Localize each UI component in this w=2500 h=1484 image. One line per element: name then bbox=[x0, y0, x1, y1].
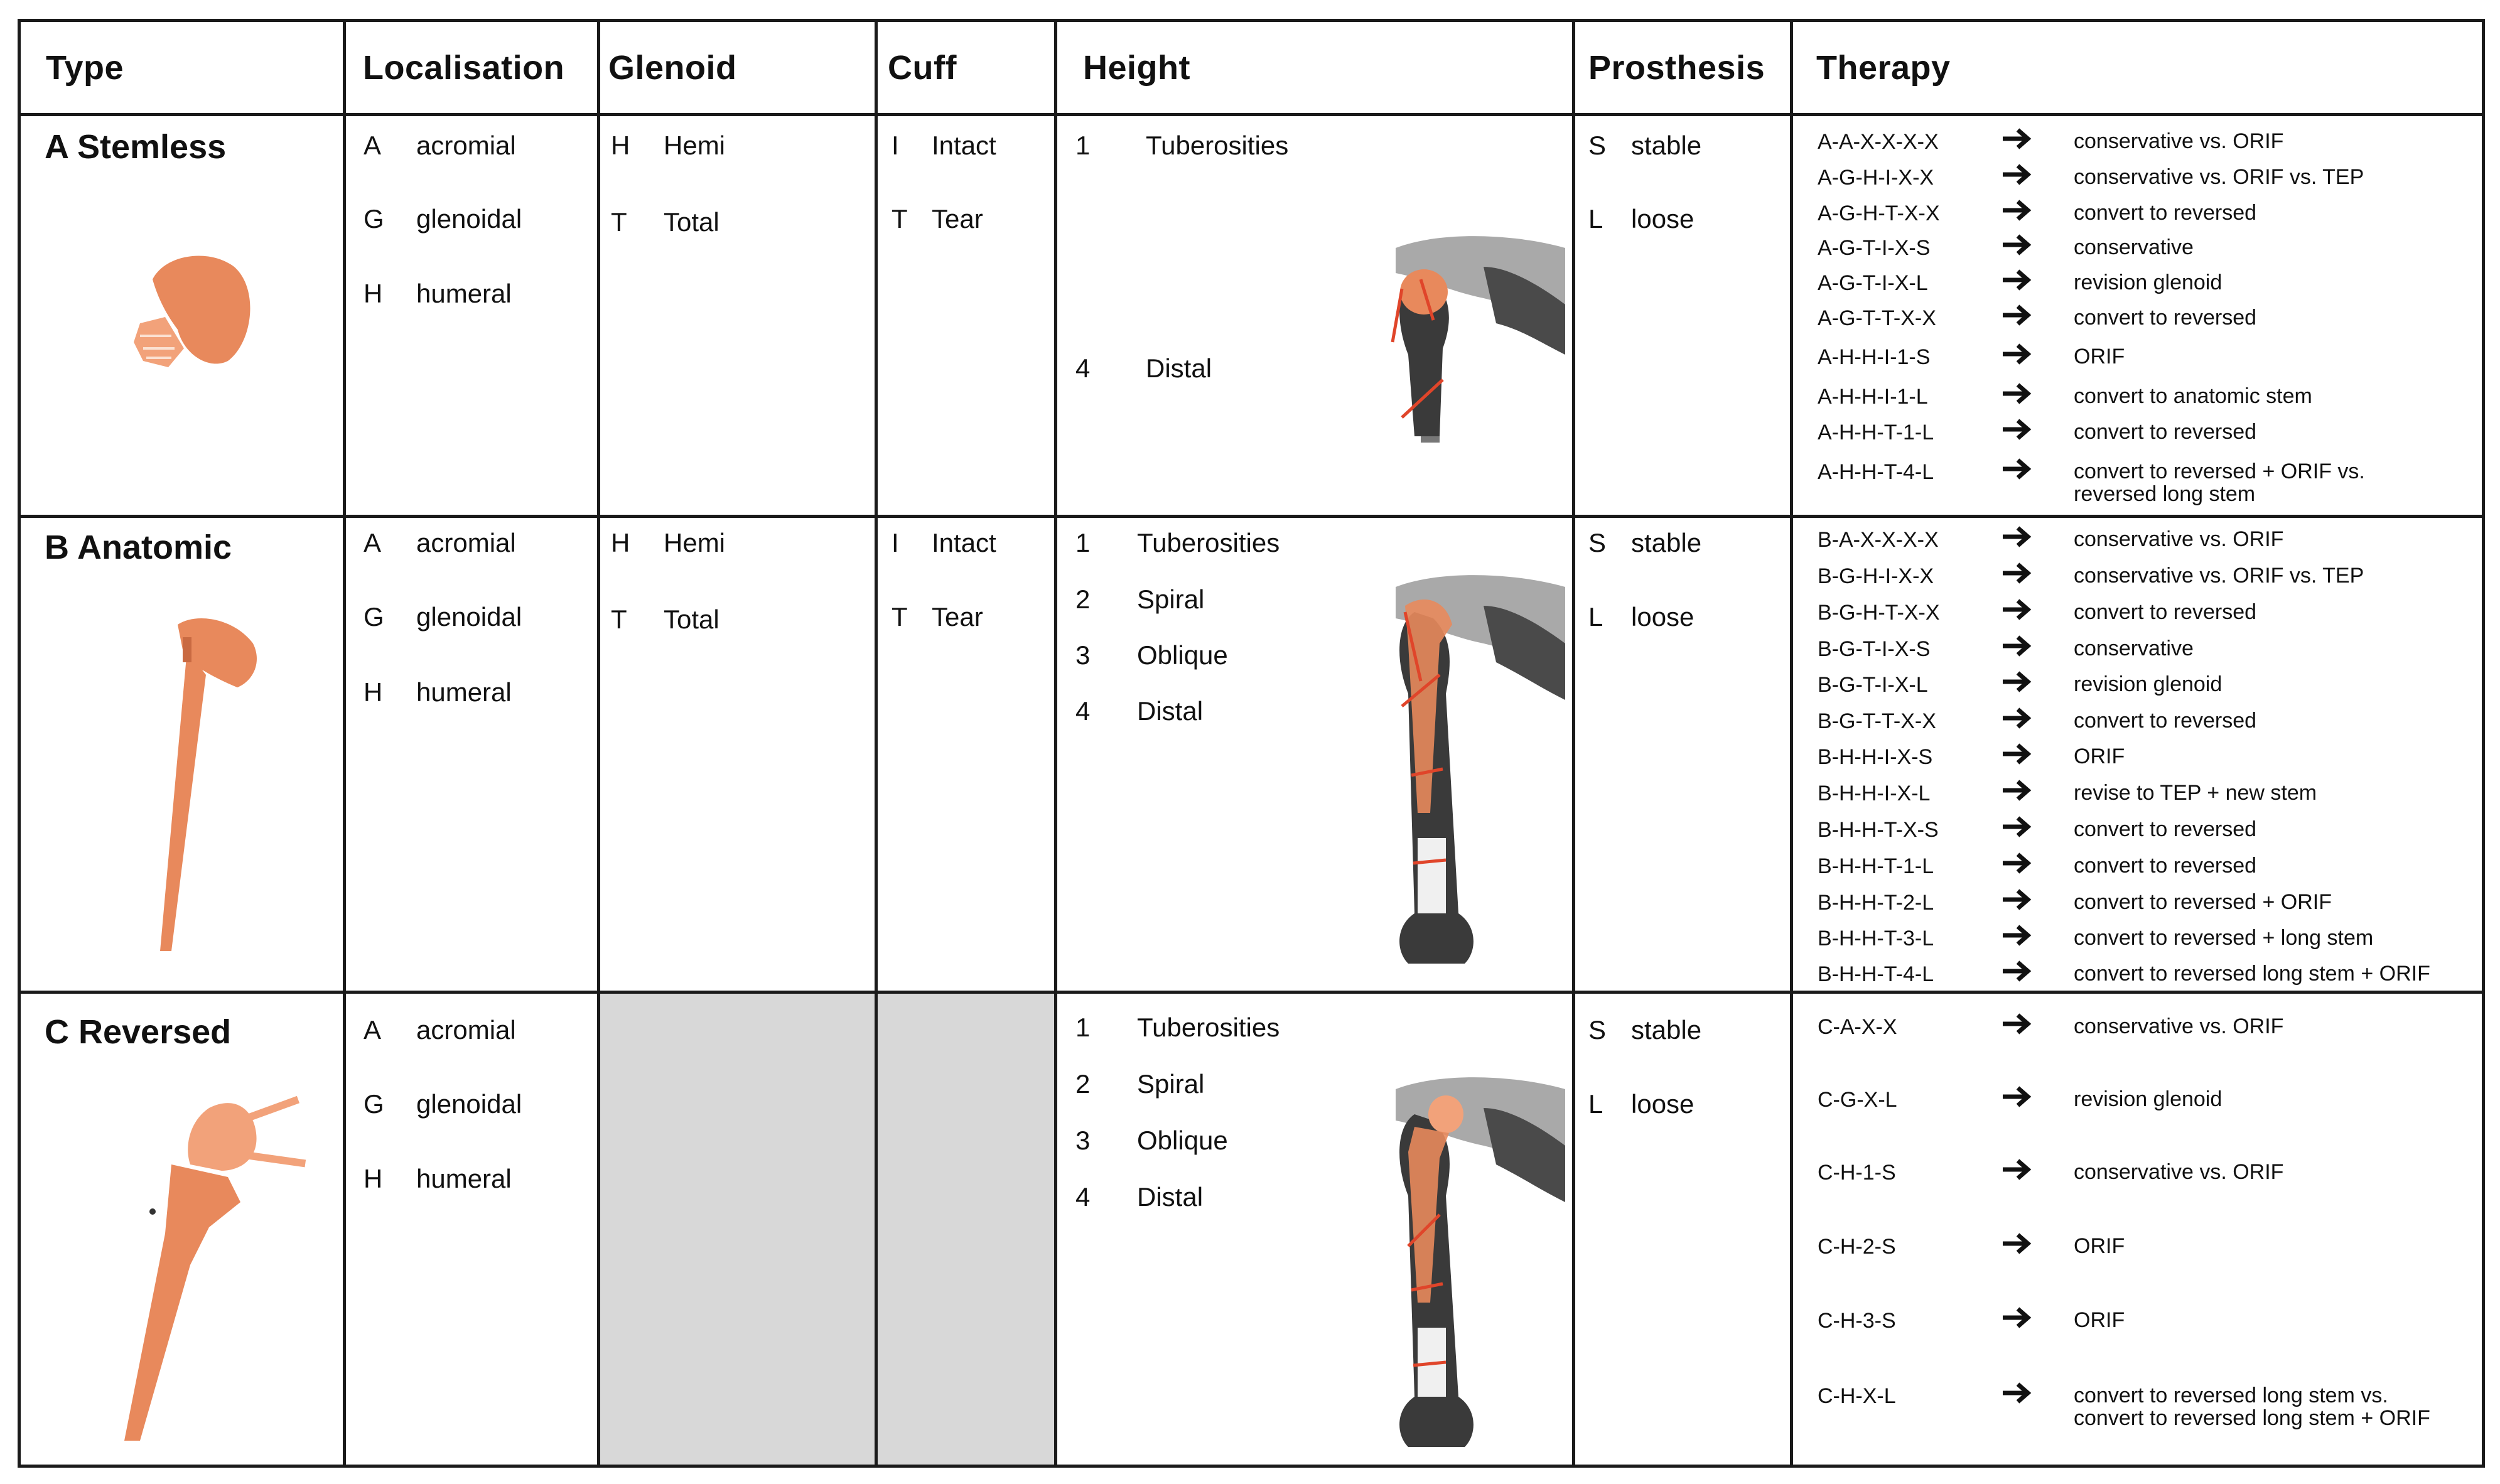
therapy-list-a: A-A-X-X-X-X conservative vs. ORIF A-G-H-I-X-X conservative vs. ORIF vs. TEP A-G-H-T-X-X convert to reversed A-G-T-I-X-S conservative A-G-T-I-X-L revision glenoid A-G-T-T-X-X convert to reversed A-H-H-I-1-S ORIF A-H-H-I-1-L convert to anatomic stem A-H-H-T-1-L convert to reversed A-H-H-T-4-L convert to reversed + ORIF vs. reversed long stem bbox=[1811, 22, 2483, 515]
header-type: Type bbox=[46, 48, 124, 87]
prosthesis-item: L loose bbox=[1588, 602, 1695, 632]
arrow-right-icon bbox=[2002, 1157, 2034, 1182]
prosthesis-item: S stable bbox=[1588, 131, 1702, 160]
header-cuff: Cuff bbox=[888, 48, 957, 87]
col-divider bbox=[1572, 22, 1575, 1465]
therapy-list-b: B-A-X-X-X-X conservative vs. ORIF B-G-H-I-X-X conservative vs. ORIF vs. TEP B-G-H-T-X-X convert to reversed B-G-T-I-X-S conservative B-G-T-I-X-L revision glenoid B-G-T-T-X-X convert to reversed B-H-H-I-X-S ORIF B-H-H-I-X-L revise to TEP + new stem B-H-H-T-X-S convert to reversed B-H-H-T-1-L convert to reversed B-H-H-T-2-L convert to reversed + ORIF B-H-H-T-3-L convert to reversed + long stem B-H-H-T-4-L convert to reversed long stem + ORIF bbox=[1811, 22, 2483, 991]
type-b-title: B Anatomic bbox=[45, 529, 232, 566]
glenoid-empty-cell bbox=[600, 994, 875, 1465]
loc-item: A acromial bbox=[364, 1015, 516, 1045]
height-item: 4 Distal bbox=[1075, 1182, 1204, 1212]
loc-item: G glenoidal bbox=[364, 1089, 522, 1119]
classification-table bbox=[18, 19, 2485, 1468]
header-glenoid: Glenoid bbox=[608, 48, 737, 87]
therapy-list-c: C-A-X-X conservative vs. ORIF C-G-X-L revision glenoid C-H-1-S conservative vs. ORIF C-H-2-S ORIF C-H-3-S ORIF C-H-X-L convert to reversed long stem vs. convert to reversed long stem + ORIF bbox=[1811, 22, 2483, 1465]
shoulder-humerus-image bbox=[1358, 229, 1571, 455]
loc-item: H humeral bbox=[364, 677, 512, 707]
height-item: 1 Tuberosities bbox=[1075, 131, 1289, 160]
loc-item: H humeral bbox=[364, 279, 512, 308]
height-item: 3 Oblique bbox=[1075, 1126, 1228, 1155]
loc-item: H humeral bbox=[364, 1164, 512, 1193]
prosthesis-item: L loose bbox=[1588, 1089, 1695, 1119]
prosthesis-item: S stable bbox=[1588, 1015, 1702, 1045]
loc-item: G glenoidal bbox=[364, 602, 522, 632]
loc-item: A acromial bbox=[364, 131, 516, 160]
height-item: 4 Distal bbox=[1075, 353, 1212, 383]
height-item: 4 Distal bbox=[1075, 696, 1204, 726]
arrow-right-icon bbox=[2002, 1305, 2034, 1330]
anatomic-implant-image bbox=[127, 612, 278, 964]
arrow-right-icon bbox=[2002, 1084, 2034, 1109]
loc-item: A acromial bbox=[364, 528, 516, 557]
reversed-implant-image bbox=[90, 1083, 328, 1453]
type-a-title: A Stemless bbox=[45, 128, 227, 166]
prosthesis-item: S stable bbox=[1588, 528, 1702, 557]
height-item: 1 Tuberosities bbox=[1075, 1013, 1280, 1042]
header-localisation: Localisation bbox=[363, 48, 565, 87]
arrow-right-icon bbox=[2002, 1011, 2034, 1036]
header-therapy: Therapy bbox=[1816, 48, 1951, 87]
height-item: 2 Spiral bbox=[1075, 1069, 1205, 1099]
height-item: 1 Tuberosities bbox=[1075, 528, 1280, 557]
arrow-right-icon bbox=[2002, 1380, 2034, 1406]
shoulder-humerus-image bbox=[1358, 1077, 1571, 1453]
glenoid-item: T Total bbox=[611, 207, 719, 237]
header-height: Height bbox=[1083, 48, 1190, 87]
type-c-title: C Reversed bbox=[45, 1013, 232, 1051]
shoulder-humerus-image bbox=[1358, 574, 1571, 976]
loc-item: G glenoidal bbox=[364, 204, 522, 234]
arrow-right-icon bbox=[2002, 1231, 2034, 1256]
cuff-item: I Intact bbox=[892, 131, 996, 160]
col-divider bbox=[1790, 22, 1793, 1465]
cuff-item: T Tear bbox=[892, 602, 983, 632]
glenoid-item: H Hemi bbox=[611, 131, 726, 160]
prosthesis-item: L loose bbox=[1588, 204, 1695, 234]
glenoid-item: T Total bbox=[611, 605, 719, 634]
cuff-item: T Tear bbox=[892, 204, 983, 234]
glenoid-item: H Hemi bbox=[611, 528, 726, 557]
header-prosthesis: Prosthesis bbox=[1588, 48, 1765, 87]
height-item: 3 Oblique bbox=[1075, 640, 1228, 670]
cuff-item: I Intact bbox=[892, 528, 996, 557]
cuff-empty-cell bbox=[878, 994, 1054, 1465]
height-item: 2 Spiral bbox=[1075, 584, 1205, 614]
col-divider bbox=[1054, 22, 1057, 1465]
stemless-implant-image bbox=[109, 242, 272, 386]
col-divider bbox=[343, 22, 346, 1465]
